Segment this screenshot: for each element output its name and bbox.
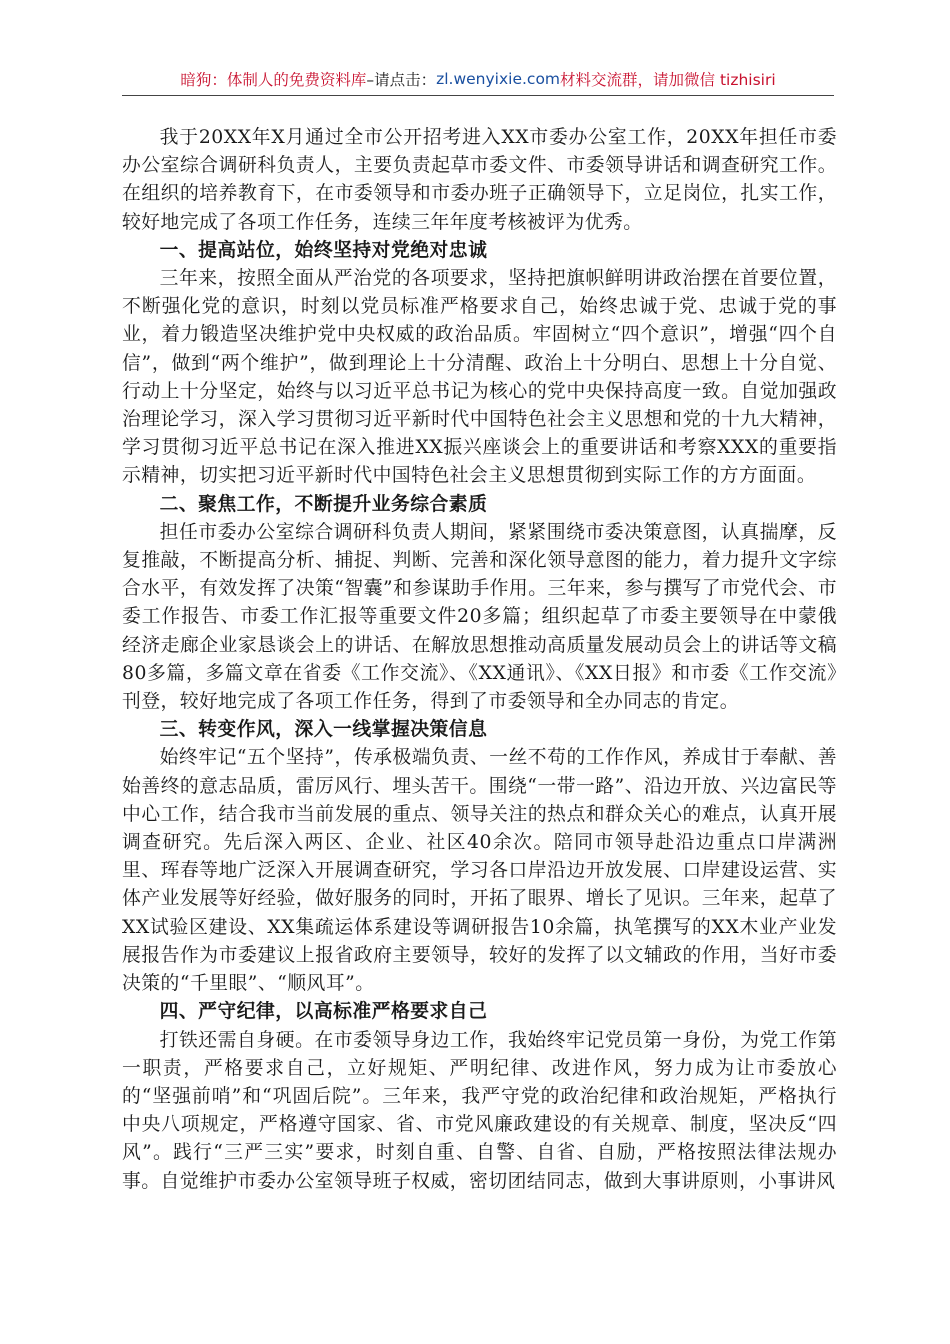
section-3-body: 始终牢记“五个坚持”，传承极端负责、一丝不苟的工作作风，养成甘于奉献、善始善终的意志品质，雷厉风行、埋头苦干。围绕“一带一路”、沿边开放、兴边富民等中心工作，结合我市当前发展的重点、领导关注的热点和群众关心的难点，认真开展调查研究。先后深入两区、企业、社区40余次。陪同市领导赴沿边重点口岸满洲里、珲春等地广泛深入开展调查研究，学习各口岸沿边开放发展、口岸建设运营、实体产业发展等好经验，做好服务的同时，开拓了眼界、增长了见识。三年来，起草了XX试验区建设、XX集疏运体系建设等调研报告10余篇，执笔撰写的XX木业产业发展报告作为市委建议上报省政府主要领导，较好的发挥了以文辅政的作用，当好市委决策的“千里眼”、“顺风耳”。 [122, 747, 837, 995]
section-4-heading: 四、严守纪律，以高标准严格要求自己 [159, 1001, 488, 1023]
intro-paragraph: 我于20XX年X月通过全市公开招考进入XX市委办公室工作，20XX年担任市委办公室综合调研科负责人，主要负责起草市委文件、市委领导讲话和调查研究工作。在组织的培养教育下，在市委领导和市委办班子正确领导下，立足岗位，扎实工作，较好地完成了各项工作任务，连续三年年度考核被评为优秀。 [122, 127, 837, 233]
header-divider [122, 95, 834, 96]
section-1-heading: 一、提高站位，始终坚持对党绝对忠诚 [159, 239, 488, 261]
header-url-link[interactable]: zl.wenyixie.com [436, 70, 561, 88]
page-header [122, 64, 834, 94]
document-body [122, 124, 837, 1196]
header-group-note: 材料交流群，请加微信 tizhisiri [560, 71, 776, 89]
section-3-heading: 三、转变作风，深入一线掌握决策信息 [159, 719, 488, 741]
section-2-heading: 二、聚焦工作，不断提升业务综合素质 [159, 493, 488, 515]
section-1-body: 三年来，按照全面从严治党的各项要求，坚持把旗帜鲜明讲政治摆在首要位置，不断强化党的意识，时刻以党员标准严格要求自己，始终忠诚于党、忠诚于党的事业，着力锻造坚决维护党中央权威的政治品质。牢固树立“四个意识”，增强“四个自信”，做到“两个维护”，做到理论上十分清醒、政治上十分明白、思想上十分自觉、行动上十分坚定，始终与以习近平总书记为核心的党中央保持高度一致。自觉加强政治理论学习，深入学习贯彻习近平新时代中国特色社会主义思想和党的十九大精神，学习贯彻习近平总书记在深入推进XX振兴座谈会上的重要讲话和考察XXX的重要指示精神，切实把习近平新时代中国特色社会主义思想贯彻到实际工作的方方面面。 [122, 268, 837, 487]
section-2-body: 担任市委办公室综合调研科负责人期间，紧紧围绕市委决策意图，认真揣摩，反复推敲，不断提高分析、捕捉、判断、完善和深化领导意图的能力，着力提升文字综合水平，有效发挥了决策“智囊”和参谋助手作用。三年来，参与撰写了市党代会、市委工作报告、市委工作汇报等重要文件20多篇；组织起草了市委主要领导在中蒙俄经济走廊企业家恳谈会上的讲话、在解放思想推动高质量发展动员会上的讲话等文稿80多篇，多篇文章在省委《工作交流》、《XX通讯》、《XX日报》和市委《工作交流》刊登，较好地完成了各项工作任务，得到了市委领导和全办同志的肯定。 [122, 521, 837, 713]
header-click-prompt: –请点击： [366, 71, 437, 89]
header-site-name: 暗狗：体制人的免费资料库 [180, 71, 367, 89]
section-4-body: 打铁还需自身硬。在市委领导身边工作，我始终牢记党员第一身份，为党工作第一职责，严格要求自己，立好规矩、严明纪律、改进作风，努力成为让市委放心的“坚强前哨”和“巩固后院”。三年来，我严守党的政治纪律和政治规矩，严格执行中央八项规定，严格遵守国家、省、市党风廉政建设的有关规章、制度，坚决反“四风”。践行“三严三实”要求，时刻自重、自警、自省、自励，严格按照法律法规办事。自觉维护市委办公室领导班子权威，密切团结同志，做到大事讲原则，小事讲风 [122, 1029, 837, 1192]
